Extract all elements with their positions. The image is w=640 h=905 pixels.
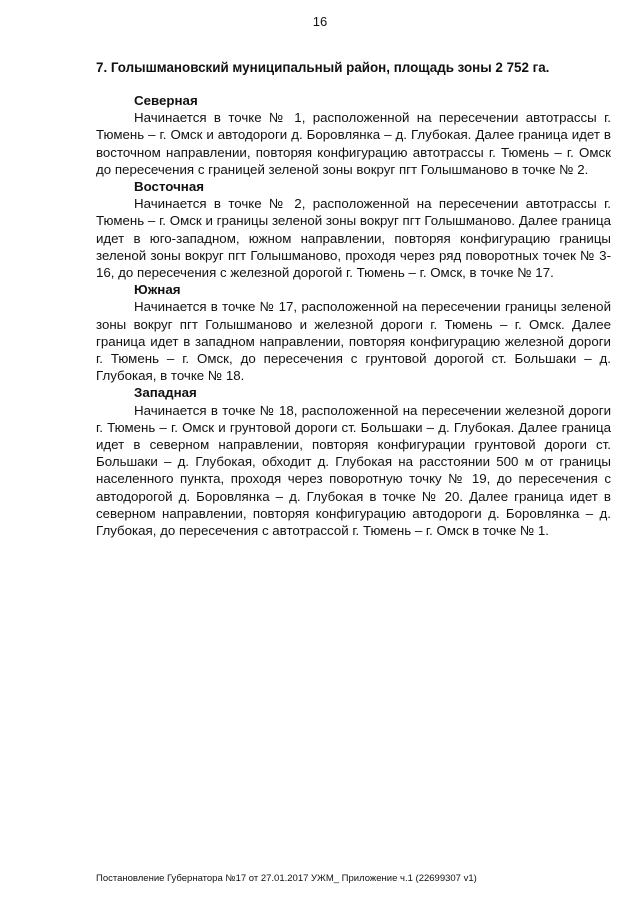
boundary-west [96,384,611,539]
document-body [96,92,611,539]
boundary-north [96,92,611,178]
section-heading: 7. Голышмановский муниципальный район, площадь зоны 2 752 га. [96,60,550,75]
boundary-north-title: Северная [134,93,198,108]
boundary-east [96,178,611,281]
page-number: 16 [312,14,328,29]
boundary-east-text: Начинается в точке № 2, расположенной на пересечении автотрассы г. Тюмень – г. Омск и границы зеленой зоны вокруг пгт Голышманово. Далее граница идет в юго-западном, южном направлении, повторяя конфигурацию границы зеленой зоны вокруг пгт Голышманово, проходя через ряд поворотных точек № 3-16, до пересечения с железной дорогой г. Тюмень – г. Омск, в точке № 17. [96,196,611,281]
boundary-south-text: Начинается в точке № 17, расположенной на пересечении границы зеленой зоны вокруг пгт Голышманово и железной дороги г. Тюмень – г. Омск. Далее граница идет в западном направлении, повторяя конфигурацию железной дороги г. Тюмень – г. Омск, до пересечения с грунтовой дорогой ст. Большаки – д. Глубокая, в точке № 18. [96,299,611,384]
boundary-west-title: Западная [134,385,197,401]
boundary-east-title: Восточная [134,179,204,195]
document-footer: Постановление Губернатора №17 от 27.01.2017 УЖМ_ Приложение ч.1 (22699307 v1) [96,873,477,884]
boundary-west-text: Начинается в точке № 18, расположенной на пересечении железной дороги г. Тюмень – г. Омск и грунтовой дороги ст. Большаки – д. Глубокая. Далее граница идет в северном направлении, повторяя конфигурации грунтовой дороги ст. Большаки – д. Глубокая, обходит д. Глубокая на расстоянии 500 м от границы населенного пункта, проходя через поворотную точку № 19, до пересечения с автодорогой д. Боровлянка – д. Глубокая в точке № 20. Далее граница идет в северном направлении, повторяя конфигурацию автодороги д. Боровлянка – д. Глубокая, до пересечения с автотрассой г. Тюмень – г. Омск в точке № 1. [96,402,611,539]
boundary-north-text: Начинается в точке № 1, расположенной на пересечении автотрассы г. Тюмень – г. Омск и автодороги д. Боровлянка – д. Глубокая. Далее граница идет в восточном направлении, повторяя конфигурацию автотрассы г. Тюмень – г. Омск до пересечения с границей зеленой зоны вокруг пгт Голышманово в точке № 2. [96,110,611,177]
boundary-south [96,281,611,384]
boundary-south-title: Южная [134,282,181,298]
